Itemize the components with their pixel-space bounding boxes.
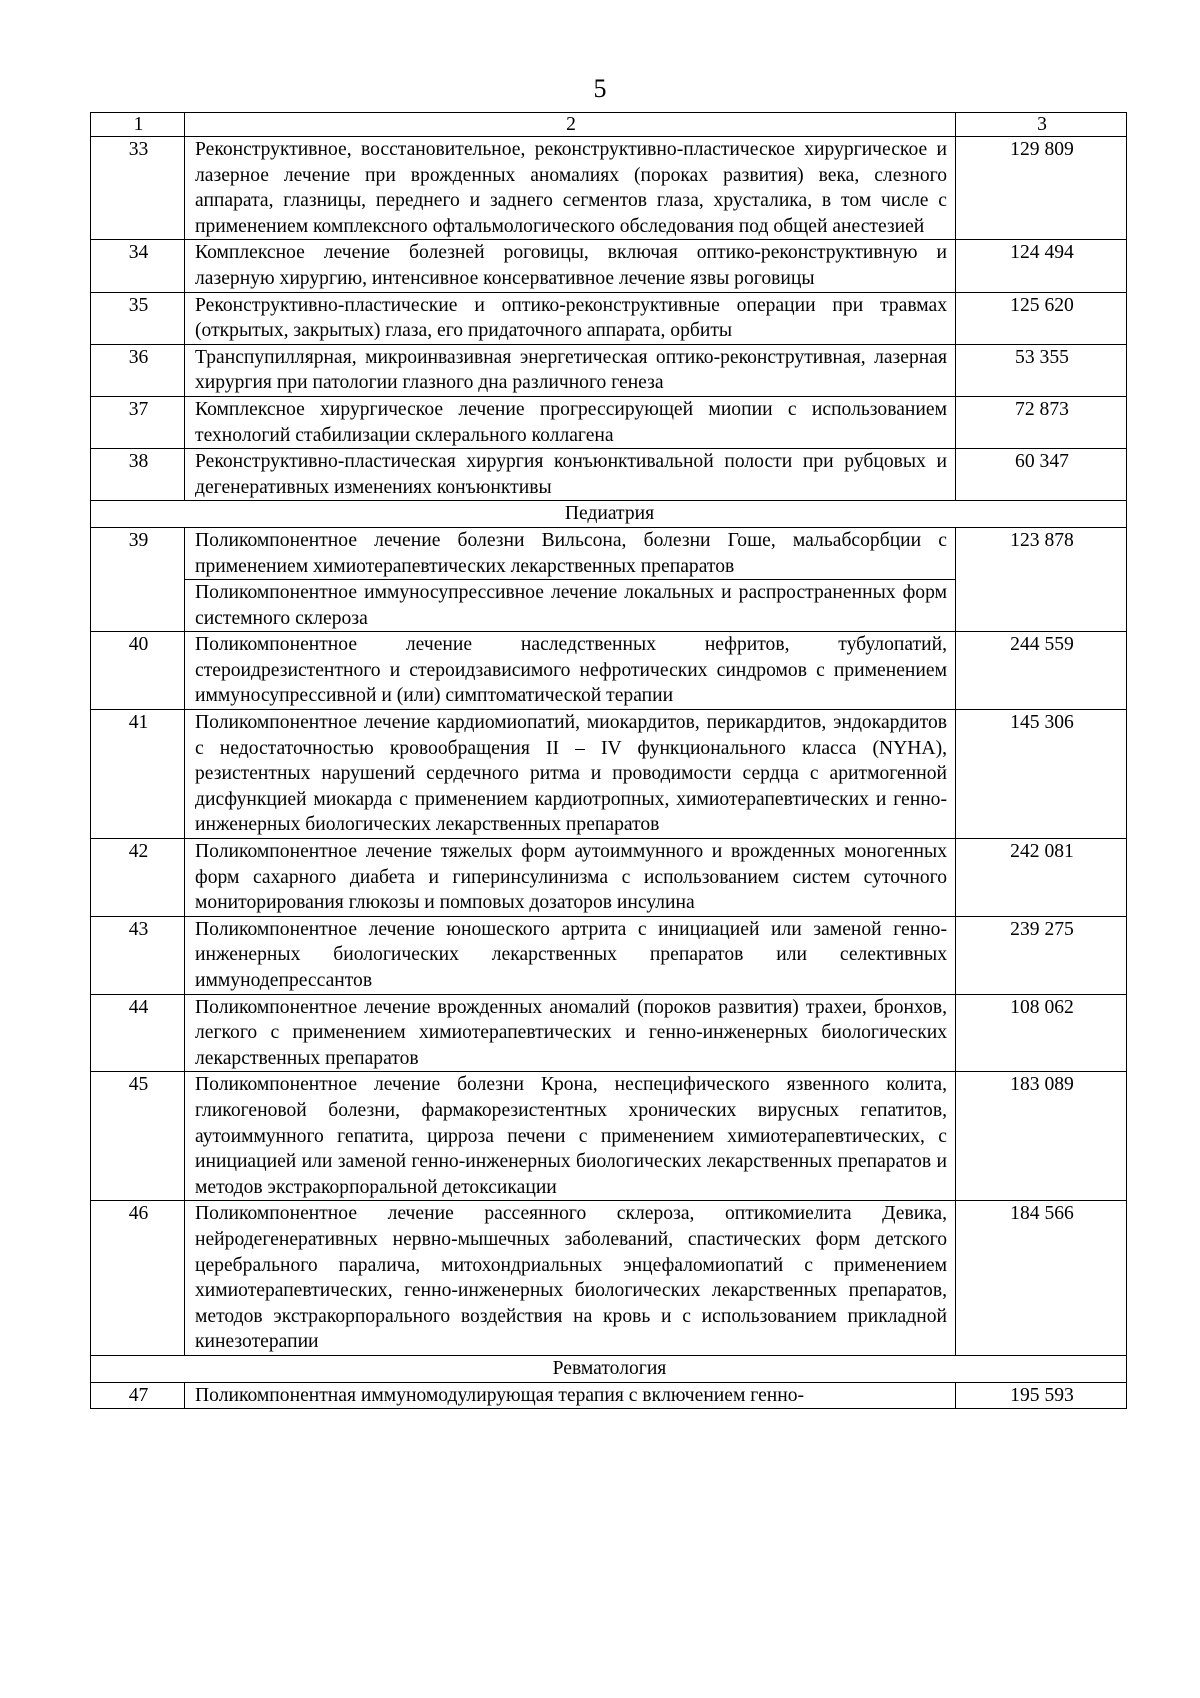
section-header-row — [91, 1355, 1127, 1382]
table-row — [91, 1201, 1127, 1356]
row-value: 242 081 — [956, 839, 1127, 917]
row-description: Реконструктивно-пластические и оптико-реконструктивные операции при травмах (открытых, закрытых) глаза, его придаточного аппарата, орбиты — [185, 292, 956, 344]
row-value: 125 620 — [956, 292, 1127, 344]
table-row — [91, 449, 1127, 501]
row-value: 244 559 — [956, 632, 1127, 710]
row-description: Поликомпонентное лечение болезни Крона, неспецифического язвенного колита, гликогеновой болезни, фармакорезистентных хронических вирусных гепатитов, аутоиммунного гепатита, цирроза печени с применением химиотерапевтических, с инициацией или заменой генно-инженерных биологических лекарственных препаратов и методов экстракорпоральной детоксикации — [185, 1072, 956, 1201]
table-row — [91, 1072, 1127, 1201]
row-value: 60 347 — [956, 449, 1127, 501]
table-row — [91, 527, 1127, 579]
row-number: 38 — [91, 449, 185, 501]
row-number: 41 — [91, 710, 185, 839]
row-value: 145 306 — [956, 710, 1127, 839]
row-description: Поликомпонентное иммуносупрессивное лечение локальных и распространенных форм системного склероза — [185, 580, 956, 632]
row-value: 123 878 — [956, 527, 1127, 631]
column-header-3: 3 — [956, 113, 1127, 137]
row-description: Поликомпонентное лечение врожденных аномалий (пороков развития) трахеи, бронхов, легкого с применением химиотерапевтических и генно-инженерных биологических лекарственных препаратов — [185, 994, 956, 1072]
table-row — [91, 710, 1127, 839]
table-body — [91, 113, 1127, 1409]
row-number: 36 — [91, 344, 185, 396]
row-value: 72 873 — [956, 396, 1127, 448]
row-value: 108 062 — [956, 994, 1127, 1072]
row-description: Реконструктивное, восстановительное, реконструктивно-пластическое хирургическое и лазерное лечение при врожденных аномалиях (пороках развития) века, слезного аппарата, глазницы, переднего и заднего сегментов глаза, хрусталика, в том числе с применением комплексного офтальмологического обследования под общей анестезией — [185, 137, 956, 240]
row-description: Комплексное хирургическое лечение прогрессирующей миопии с использованием технологий стабилизации склерального коллагена — [185, 396, 956, 448]
table-row — [91, 839, 1127, 917]
row-number: 35 — [91, 292, 185, 344]
row-number: 34 — [91, 240, 185, 292]
table-header-row — [91, 113, 1127, 137]
table-row — [91, 916, 1127, 994]
row-value: 184 566 — [956, 1201, 1127, 1356]
row-number: 33 — [91, 137, 185, 240]
table-row — [91, 344, 1127, 396]
row-number: 42 — [91, 839, 185, 917]
table-row — [91, 994, 1127, 1072]
row-number: 37 — [91, 396, 185, 448]
row-value: 53 355 — [956, 344, 1127, 396]
section-title: Педиатрия — [91, 501, 1127, 528]
row-value: 124 494 — [956, 240, 1127, 292]
column-header-2: 2 — [185, 113, 956, 137]
row-value: 195 593 — [956, 1382, 1127, 1409]
row-description: Поликомпонентная иммуномодулирующая терапия с включением генно- — [185, 1382, 956, 1409]
row-number: 44 — [91, 994, 185, 1072]
row-description: Реконструктивно-пластическая хирургия конъюнктивальной полости при рубцовых и дегенеративных изменениях конъюнктивы — [185, 449, 956, 501]
table-row — [91, 396, 1127, 448]
row-number: 43 — [91, 916, 185, 994]
row-value: 239 275 — [956, 916, 1127, 994]
page-number: 5 — [593, 74, 607, 103]
row-description: Поликомпонентное лечение болезни Вильсона, болезни Гоше, мальабсорбции с применением химиотерапевтических лекарственных препаратов — [185, 527, 956, 579]
row-description: Поликомпонентное лечение юношеского артрита с инициацией или заменой генно-инженерных биологических лекарственных препаратов или селективных иммунодепрессантов — [185, 916, 956, 994]
table-row — [91, 292, 1127, 344]
row-number: 47 — [91, 1382, 185, 1409]
row-number: 46 — [91, 1201, 185, 1356]
table-row — [91, 632, 1127, 710]
row-description: Поликомпонентное лечение рассеянного склероза, оптикомиелита Девика, нейродегенеративных нервно-мышечных заболеваний, спастических форм детского церебрального паралича, митохондриальных энцефаломиопатий с применением химиотерапевтических, генно-инженерных биологических лекарственных препаратов, методов экстракорпорального воздействия на кровь и с использованием прикладной кинезотерапии — [185, 1201, 956, 1356]
table-row — [91, 1382, 1127, 1409]
section-title: Ревматология — [91, 1355, 1127, 1382]
table-row — [91, 240, 1127, 292]
row-description: Транспупиллярная, микроинвазивная энергетическая оптико-реконструтивная, лазерная хирургия при патологии глазного дна различного генеза — [185, 344, 956, 396]
row-description: Комплексное лечение болезней роговицы, включая оптико-реконструктивную и лазерную хирургию, интенсивное консервативное лечение язвы роговицы — [185, 240, 956, 292]
row-value: 183 089 — [956, 1072, 1127, 1201]
section-header-row — [91, 501, 1127, 528]
tariff-table — [90, 112, 1127, 1409]
row-number: 39 — [91, 527, 185, 631]
column-header-1: 1 — [91, 113, 185, 137]
row-value: 129 809 — [956, 137, 1127, 240]
row-number: 40 — [91, 632, 185, 710]
row-description: Поликомпонентное лечение наследственных нефритов, тубулопатий, стероидрезистентного и стероидзависимого нефротических синдромов с применением иммуносупрессивной и (или) симптоматической терапии — [185, 632, 956, 710]
row-number: 45 — [91, 1072, 185, 1201]
row-description: Поликомпонентное лечение кардиомиопатий, миокардитов, перикардитов, эндокардитов с недостаточностью кровообращения II – IV функционального класса (NYHA), резистентных нарушений сердечного ритма и проводимости сердца с аритмогенной дисфункцией миокарда с применением кардиотропных, химиотерапевтических и генно-инженерных биологических лекарственных препаратов — [185, 710, 956, 839]
row-description: Поликомпонентное лечение тяжелых форм аутоиммунного и врожденных моногенных форм сахарного диабета и гиперинсулинизма с использованием систем суточного мониторирования глюкозы и помповых дозаторов инсулина — [185, 839, 956, 917]
table-row — [91, 137, 1127, 240]
